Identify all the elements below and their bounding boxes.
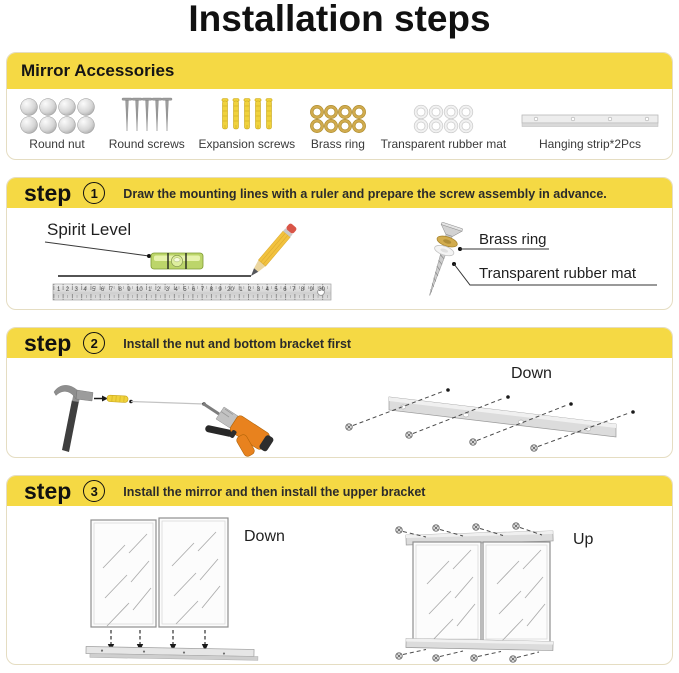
rubber-mat-icon bbox=[412, 96, 474, 134]
accessories-title: Mirror Accessories bbox=[21, 61, 175, 80]
accessory-round-nut bbox=[19, 96, 95, 151]
accessory-label: Round screws bbox=[108, 137, 185, 151]
step-description: Install the nut and bottom bracket first bbox=[123, 336, 352, 351]
step-1-header bbox=[7, 178, 672, 208]
mirror-panels-right bbox=[413, 542, 550, 642]
down-label: Down bbox=[511, 365, 552, 382]
step-1-panel bbox=[6, 177, 673, 310]
ruler-scale-numbers: 1 2 3 4 5 6 7 8 9 10 1 2 3 4 5 6 7 8 9 20 1 2 3 4 5 6 7 8 9 30 bbox=[57, 287, 325, 293]
brass-ring-label: Brass ring bbox=[479, 231, 547, 248]
accessory-hanging-strip bbox=[520, 96, 660, 151]
step-3-panel bbox=[6, 475, 673, 665]
round-nut-icon bbox=[19, 96, 95, 134]
accessory-expansion-screws bbox=[198, 96, 295, 151]
step-description: Draw the mounting lines with a ruler and prepare the screw assembly in advance. bbox=[123, 186, 607, 201]
accessory-rubber-mat bbox=[381, 96, 507, 151]
hanging-strip-icon bbox=[520, 96, 660, 134]
down-label: Down bbox=[244, 528, 285, 545]
step-2-header bbox=[7, 328, 672, 358]
rubber-mat-label: Transparent rubber mat bbox=[479, 265, 637, 282]
screw-assembly bbox=[419, 222, 463, 299]
accessories-row bbox=[7, 89, 672, 159]
step-number-badge: 2 bbox=[83, 332, 105, 354]
step-1-illustration-area bbox=[7, 208, 672, 310]
accessories-header bbox=[7, 53, 672, 89]
spirit-level bbox=[151, 253, 203, 269]
accessory-brass-ring bbox=[309, 96, 367, 151]
step-3-illustration bbox=[7, 506, 672, 665]
accessory-label: Brass ring bbox=[310, 137, 365, 151]
accessory-label: Round nut bbox=[29, 137, 85, 151]
bottom-strip bbox=[86, 647, 258, 661]
step-2-panel bbox=[6, 327, 673, 458]
expansion-anchor bbox=[107, 395, 128, 403]
bottom-bracket bbox=[389, 397, 616, 437]
step-number-badge: 1 bbox=[83, 182, 105, 204]
step-label: step bbox=[24, 179, 72, 206]
accessory-round-screws bbox=[109, 96, 185, 151]
accessory-label: Expansion screws bbox=[198, 137, 296, 151]
accessory-label: Transparent rubber mat bbox=[380, 137, 507, 151]
accessory-label: Hanging strip*2Pcs bbox=[538, 137, 641, 151]
hammer bbox=[54, 385, 93, 452]
step-3-header bbox=[7, 476, 672, 506]
step-label: step bbox=[24, 477, 72, 504]
page-title: Installation steps bbox=[188, 0, 491, 39]
expansion-screws-icon bbox=[219, 96, 275, 134]
up-label: Up bbox=[573, 531, 594, 548]
pencil bbox=[247, 223, 297, 279]
drill bbox=[203, 404, 275, 458]
brass-ring-icon bbox=[309, 96, 367, 134]
step-number-badge: 3 bbox=[83, 480, 105, 502]
round-screws-icon bbox=[121, 96, 173, 134]
spirit-level-label: Spirit Level bbox=[47, 220, 132, 239]
step-description: Install the mirror and then install the upper bracket bbox=[123, 484, 426, 499]
mirror-panels-left bbox=[91, 518, 228, 627]
arrow-right-icon bbox=[94, 396, 108, 402]
step-2-illustration-area bbox=[7, 358, 672, 458]
step-3-illustration-area bbox=[7, 506, 672, 665]
step-2-illustration bbox=[7, 358, 672, 458]
accessories-panel bbox=[6, 52, 673, 160]
step-label: step bbox=[24, 329, 72, 356]
lower-screws bbox=[396, 650, 539, 663]
